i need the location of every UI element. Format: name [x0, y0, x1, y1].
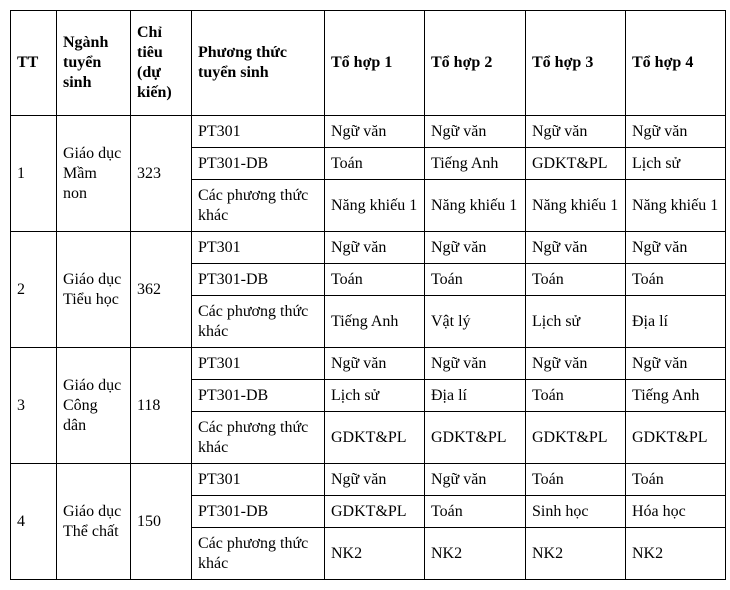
combo-cell: Địa lí: [626, 296, 726, 348]
method-cell: PT301: [192, 464, 325, 496]
header-combo-2: Tổ hợp 2: [425, 11, 526, 116]
combo-cell: GDKT&PL: [526, 148, 626, 180]
major-name: Giáo dục Công dân: [57, 348, 131, 464]
method-cell: PT301: [192, 348, 325, 380]
major-name: Giáo dục Mầm non: [57, 116, 131, 232]
header-quota: Chỉ tiêu (dự kiến): [131, 11, 192, 116]
method-cell: PT301-DB: [192, 148, 325, 180]
combo-cell: Toán: [626, 464, 726, 496]
major-name: Giáo dục Tiểu học: [57, 232, 131, 348]
row-number: 4: [11, 464, 57, 580]
combo-cell: Ngữ văn: [325, 116, 425, 148]
admissions-table: [10, 10, 726, 580]
quota-value: 323: [131, 116, 192, 232]
combo-cell: Lịch sử: [626, 148, 726, 180]
combo-cell: Tiếng Anh: [626, 380, 726, 412]
combo-cell: Toán: [425, 264, 526, 296]
combo-cell: Toán: [526, 380, 626, 412]
combo-cell: GDKT&PL: [526, 412, 626, 464]
combo-cell: NK2: [325, 528, 425, 580]
combo-cell: Tiếng Anh: [425, 148, 526, 180]
combo-cell: Năng khiếu 1: [626, 180, 726, 232]
header-tt: TT: [11, 11, 57, 116]
row-number: 2: [11, 232, 57, 348]
combo-cell: Ngữ văn: [526, 232, 626, 264]
method-cell: PT301-DB: [192, 264, 325, 296]
method-cell: PT301: [192, 116, 325, 148]
method-cell: PT301: [192, 232, 325, 264]
row-number: 1: [11, 116, 57, 232]
method-cell: Các phương thức khác: [192, 180, 325, 232]
combo-cell: Ngữ văn: [526, 116, 626, 148]
header-major: Ngành tuyển sinh: [57, 11, 131, 116]
combo-cell: GDKT&PL: [626, 412, 726, 464]
combo-cell: Hóa học: [626, 496, 726, 528]
combo-cell: Toán: [325, 264, 425, 296]
combo-cell: Toán: [526, 464, 626, 496]
combo-cell: Ngữ văn: [425, 232, 526, 264]
combo-cell: Năng khiếu 1: [325, 180, 425, 232]
method-cell: PT301-DB: [192, 496, 325, 528]
header-row: [11, 11, 726, 116]
row-number: 3: [11, 348, 57, 464]
quota-value: 362: [131, 232, 192, 348]
combo-cell: Lịch sử: [325, 380, 425, 412]
combo-cell: GDKT&PL: [325, 496, 425, 528]
combo-cell: Vật lý: [425, 296, 526, 348]
header-combo-3: Tổ hợp 3: [526, 11, 626, 116]
table-row: [11, 464, 726, 496]
combo-cell: GDKT&PL: [325, 412, 425, 464]
combo-cell: Năng khiếu 1: [425, 180, 526, 232]
table-row: [11, 232, 726, 264]
combo-cell: Lịch sử: [526, 296, 626, 348]
combo-cell: Sinh học: [526, 496, 626, 528]
method-cell: Các phương thức khác: [192, 528, 325, 580]
combo-cell: Ngữ văn: [325, 232, 425, 264]
method-cell: Các phương thức khác: [192, 412, 325, 464]
table-row: [11, 348, 726, 380]
combo-cell: Ngữ văn: [425, 348, 526, 380]
combo-cell: Ngữ văn: [425, 464, 526, 496]
combo-cell: Ngữ văn: [526, 348, 626, 380]
header-combo-4: Tổ hợp 4: [626, 11, 726, 116]
combo-cell: NK2: [425, 528, 526, 580]
combo-cell: Ngữ văn: [626, 116, 726, 148]
table-row: [11, 116, 726, 148]
combo-cell: Tiếng Anh: [325, 296, 425, 348]
combo-cell: Năng khiếu 1: [526, 180, 626, 232]
quota-value: 150: [131, 464, 192, 580]
combo-cell: GDKT&PL: [425, 412, 526, 464]
combo-cell: NK2: [626, 528, 726, 580]
combo-cell: NK2: [526, 528, 626, 580]
combo-cell: Ngữ văn: [425, 116, 526, 148]
combo-cell: Ngữ văn: [325, 464, 425, 496]
method-cell: Các phương thức khác: [192, 296, 325, 348]
combo-cell: Toán: [626, 264, 726, 296]
header-combo-1: Tổ hợp 1: [325, 11, 425, 116]
combo-cell: Ngữ văn: [626, 348, 726, 380]
major-name: Giáo dục Thể chất: [57, 464, 131, 580]
quota-value: 118: [131, 348, 192, 464]
combo-cell: Toán: [425, 496, 526, 528]
combo-cell: Địa lí: [425, 380, 526, 412]
combo-cell: Ngữ văn: [626, 232, 726, 264]
combo-cell: Ngữ văn: [325, 348, 425, 380]
header-method: Phương thức tuyển sinh: [192, 11, 325, 116]
combo-cell: Toán: [526, 264, 626, 296]
method-cell: PT301-DB: [192, 380, 325, 412]
combo-cell: Toán: [325, 148, 425, 180]
